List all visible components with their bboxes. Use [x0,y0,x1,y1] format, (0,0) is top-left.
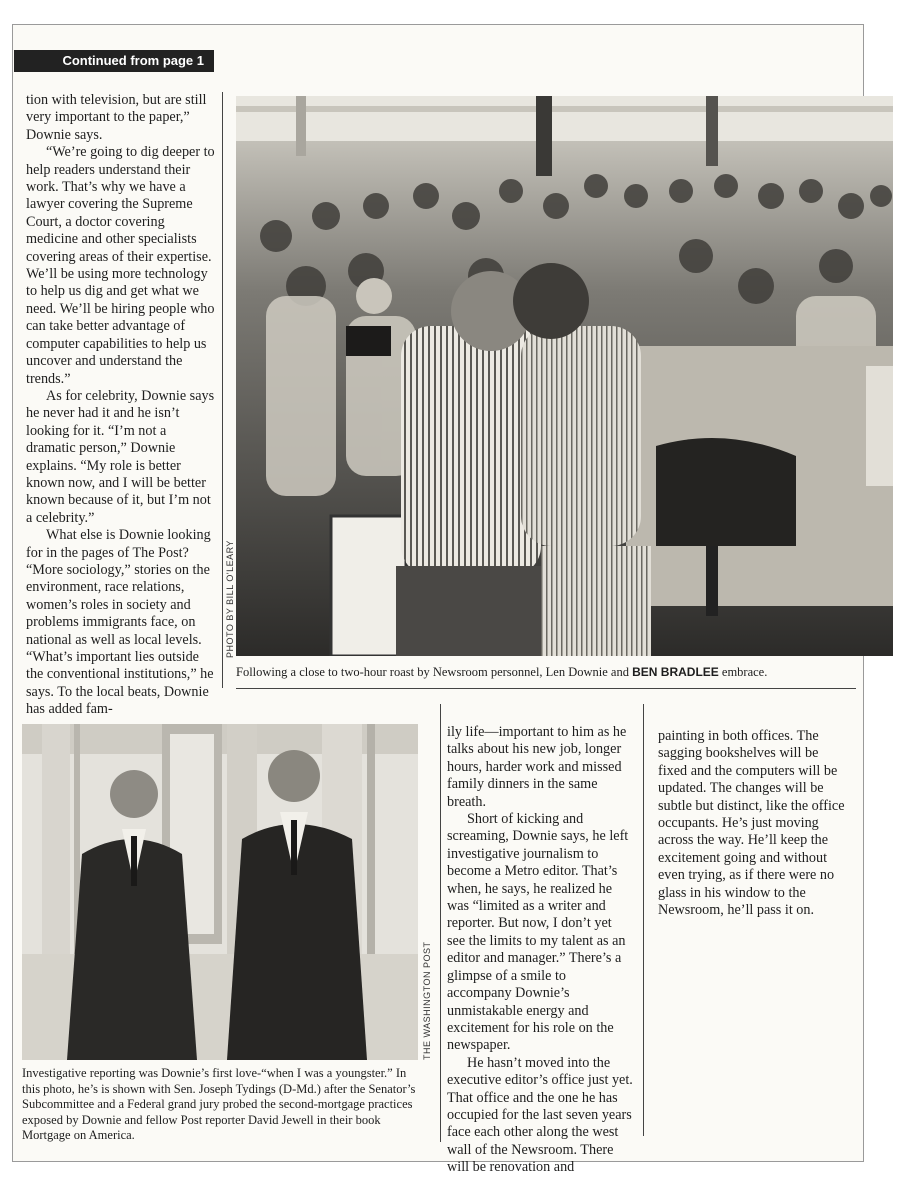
caption-name-emphasis: BEN BRADLEE [632,665,719,679]
paragraph: painting in both offices. The sagging bookshelves will be fixed and the computers will be updated. The changes will be subtle but distinct, like the office occupants. He’s just moving across the way. He’ll keep the excitement going and without even trying, as if there were no glass in his window to the Newsroom, he’ll pass it on. [658,728,845,919]
section-divider [236,688,856,689]
paragraph: He hasn’t moved into the executive editor’s office just yet. That office and the one he has occupied for the last seven years face each other along the west wall of the Newsroom. There will be renovation and [447,1054,633,1176]
paragraph: tion with television, but are still very important to the paper,” Downie says. [26,92,207,143]
downie-tydings-photo [22,724,418,1060]
paragraph: ily life—important to him as he talks about his new job, longer hours, harder work and missed family dinners in the same breath. [447,724,627,810]
photo-credit: PHOTO BY BILL O'LEARY [225,540,235,658]
newsroom-embrace-illustration [236,96,893,656]
paragraph: “We’re going to dig deeper to help readers understand their work. That’s why we have a lawyer covering the Supreme Court, a doctor covering medicine and other specialists covering areas of their expertise. We’ll be using more technology to help us dig and get what we need. We’ll be hiring people who can take better advantage of computer capabilities to help us uncover and understand the trends.” [26,144,215,387]
paragraph: As for celebrity, Downie says he never had it and he isn’t looking for it. “I’m not a dramatic person,” Downie explains. “My role is better known now, and I will be better known because of it, but I’m not a celebrity.” [26,387,215,526]
newsroom-embrace-photo [236,96,893,656]
caption-text: Following a close to two-hour roast by Newsroom personnel, Len Downie and [236,665,633,679]
column-divider [222,92,223,688]
bottom-photo-caption: Investigative reporting was Downie’s first love-“when I was a youngster.” In this photo, he’s is shown with Sen. Joseph Tydings (D-Md.) after the Senator’s Subcommittee and a Federal grand jury probed the second-mortgage practices exposed by Downie and fellow Post reporter David Jewell in their book Mortgage on America. [22,1066,416,1142]
photo-credit: THE WASHINGTON POST [422,941,432,1060]
paragraph: What else is Downie looking for in the pages of The Post? “More sociology,” stories on the environment, race relations, women’s roles in society and problems immigrants face, on national as well as local levels. “What’s important lies outside the conventional institutions,” he says. To the local beats, Downie has added fam- [26,527,214,718]
caption-text-end: embrace. [718,665,768,679]
top-photo-caption [236,665,856,681]
downie-tydings-illustration [22,724,418,1060]
right-column [658,728,848,919]
column-divider [643,704,644,1136]
paragraph: Short of kicking and screaming, Downie says, he left investigative journalism to become a Metro editor. That’s when, he says, he realized he was “limited as a writer and reporter. But now, I don’t yet see the limits to my talent as an editor and manager.” There’s a glimpse of a smile to accompany Downie’s unmistakable energy and excitement for his role on the newspaper. [447,811,629,1054]
left-column [26,92,216,719]
continued-banner: Continued from page 1 [14,50,214,72]
column-divider [440,704,441,1142]
middle-column [447,724,633,1177]
